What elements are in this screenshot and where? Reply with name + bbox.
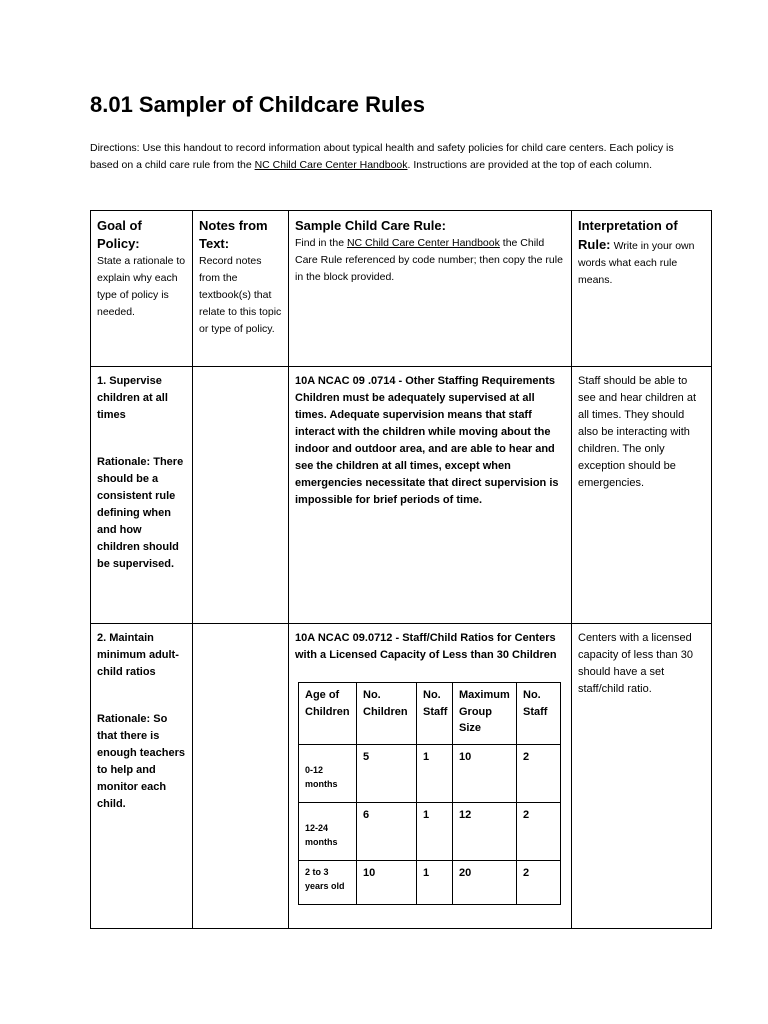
ratio-cell: 12 <box>453 803 517 861</box>
ratio-cell: 10 <box>453 745 517 803</box>
notes-header-note: Record notes from the textbook(s) that relate to this topic or type of policy. <box>199 255 282 335</box>
ratio-cell-text: 12-24 months <box>305 823 338 847</box>
rule-cell <box>289 367 572 624</box>
ratio-cell: 20 <box>453 861 517 905</box>
ratio-header-cell: No. Staff <box>417 683 453 745</box>
interp-header-cell <box>572 211 712 367</box>
interpretation-cell <box>572 624 712 929</box>
rule-cell <box>289 624 572 929</box>
ratio-cell: 5 <box>357 745 417 803</box>
goal-header-note: State a rationale to explain why each type of policy is needed. <box>97 255 186 318</box>
ratio-header-cell: Age of Children <box>299 683 357 745</box>
interp-header-note: Write in your own words what each rule means. <box>578 240 695 286</box>
sample-header-title: Sample Child Care Rule: <box>295 218 446 233</box>
goal-text: 1. Supervise children at all times <box>97 375 168 421</box>
table-row <box>91 624 712 929</box>
rules-table <box>90 210 712 929</box>
ratio-cell <box>299 803 357 861</box>
ratio-cell: 2 <box>517 861 561 905</box>
sample-note-text-2: the Child Care Rule referenced by code number; then copy the rule in the block provided. <box>295 237 563 283</box>
sample-header-note <box>295 235 565 286</box>
rule-title: 10A NCAC 09 .0714 - Other Staffing Requirements <box>295 375 555 387</box>
ratio-header-cell: No. Children <box>357 683 417 745</box>
ratio-header-row <box>299 683 561 745</box>
rule-title: 10A NCAC 09.0712 - Staff/Child Ratios for Centers with a Licensed Capacity of Less than 30 Children <box>295 632 557 661</box>
directions-text-2: . Instructions are provided at the top of each column. <box>407 159 653 171</box>
table-header-row <box>91 211 712 367</box>
table-row <box>91 367 712 624</box>
ratio-cell: 6 <box>357 803 417 861</box>
ratio-cell: 10 <box>357 861 417 905</box>
ratio-cell-text: 0-12 months <box>305 765 338 789</box>
handbook-link[interactable]: NC Child Care Center Handbook <box>254 159 408 171</box>
goal-cell <box>91 624 193 929</box>
rationale-text: Rationale: So that there is enough teachers to help and monitor each child. <box>97 713 186 810</box>
ratio-cell: 1 <box>417 745 453 803</box>
interpretation-text: Staff should be able to see and hear children at all times. They should also be interacting with children. The only exception should be emergencies. <box>578 375 697 489</box>
goal-cell <box>91 367 193 624</box>
rationale-text: Rationale: There should be a consistent rule defining when and how children should be supervised. <box>97 456 184 570</box>
sample-header-cell <box>289 211 572 367</box>
ratio-cell: 1 <box>417 803 453 861</box>
ratio-cell: 2 <box>517 803 561 861</box>
sample-note-text-1: Find in the <box>295 237 347 249</box>
ratio-row <box>299 745 561 803</box>
interpretation-text: Centers with a licensed capacity of less than 30 should have a set staff/child ratio. <box>578 632 693 695</box>
goal-header-title: Goal of Policy: <box>97 218 142 251</box>
rule-text: Children must be adequately supervised at all times. Adequate supervision means that staff interact with the children while moving about the indoor and outdoor area, and are able to hear and see the children at all times, except when emergencies necessitate that direct supervision is impossible for brief periods of time. <box>295 392 559 506</box>
goal-text: 2. Maintain minimum adult-child ratios <box>97 632 179 678</box>
ratio-cell: 2 <box>517 745 561 803</box>
notes-header-cell <box>193 211 289 367</box>
notes-header-title: Notes from Text: <box>199 218 268 251</box>
ratio-row <box>299 861 561 905</box>
ratio-header-cell: Maximum Group Size <box>453 683 517 745</box>
directions <box>90 140 690 174</box>
notes-cell[interactable] <box>193 367 289 624</box>
sample-handbook-link[interactable]: NC Child Care Center Handbook <box>346 237 500 249</box>
ratio-cell: 1 <box>417 861 453 905</box>
ratio-header-cell: No. Staff <box>517 683 561 745</box>
ratio-cell <box>299 745 357 803</box>
ratio-cell: 2 to 3 years old <box>299 861 357 905</box>
directions-text-1: Directions: Use this handout to record information about typical health and safety policies for child care centers. Each policy is based on a child care rule from the <box>90 142 674 171</box>
interpretation-cell <box>572 367 712 624</box>
ratio-table <box>298 682 561 905</box>
notes-cell[interactable] <box>193 624 289 929</box>
page-title: 8.01 Sampler of Childcare Rules <box>90 92 426 117</box>
interp-header-title: Interpretation of Rule: <box>578 218 678 252</box>
goal-header-cell <box>91 211 193 367</box>
ratio-row <box>299 803 561 861</box>
